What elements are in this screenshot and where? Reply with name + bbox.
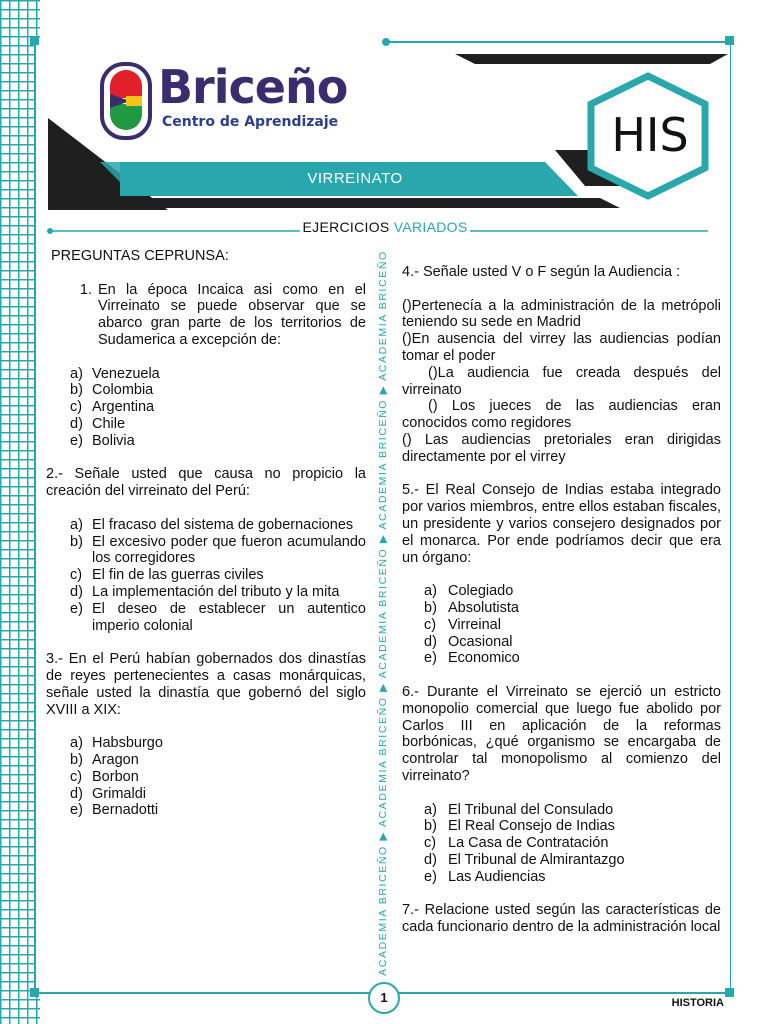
option-text: Habsburgo <box>92 735 163 752</box>
brand-logo-icon <box>100 62 152 140</box>
option-text: Absolutista <box>448 599 519 616</box>
subject-code: HIS <box>611 108 689 162</box>
vertical-banner-text: ACADEMIA BRICEÑO ▶ ACADEMIA BRICEÑO ▶ ACADEMIA BRICEÑO ▶ ACADEMIA BRICEÑO ▶ ACADEMIA BRICEÑO <box>377 249 389 976</box>
option-letter: b) <box>70 751 83 768</box>
option-text: Colombia <box>92 382 154 399</box>
option-letter: a) <box>424 801 437 818</box>
option-text: Aragon <box>92 751 139 768</box>
option-row <box>46 786 366 803</box>
option-row <box>46 382 366 399</box>
option-text: Las Audiencias <box>448 868 546 885</box>
option-text: Virreinal <box>448 616 501 633</box>
section-title-part2: VARIADOS <box>393 219 468 235</box>
top-black-band <box>455 54 728 64</box>
option-text: El Tribunal de Almirantazgo <box>448 851 625 868</box>
footer-subject: HISTORIA <box>671 997 724 1009</box>
option-row <box>46 433 366 450</box>
option-letter: d) <box>70 785 83 802</box>
option-text: El fin de las guerras civiles <box>92 567 264 584</box>
option-row <box>46 366 366 383</box>
option-row <box>402 802 721 819</box>
option-text: Chile <box>92 415 126 432</box>
questions-heading: PREGUNTAS CEPRUNSA: <box>51 248 229 264</box>
option-row <box>402 650 721 667</box>
option-text: Bolivia <box>92 432 135 449</box>
right-column <box>402 264 721 936</box>
question-4-text: 4.- Señale usted V o F según la Audiencia : <box>402 264 681 280</box>
option-text: El Real Consejo de Indias <box>448 818 615 835</box>
brand-logo <box>100 58 350 142</box>
option-letter: d) <box>70 583 83 600</box>
option-letter: e) <box>424 868 437 885</box>
true-false-item: ()La audiencia fue creada después del virreinato <box>402 364 721 398</box>
page-number: 1 <box>368 982 400 1014</box>
option-text: El deseo de establecer un autentico imperio colonial <box>92 600 366 634</box>
corner-marker-bottom-right <box>725 988 734 997</box>
option-row <box>46 567 366 584</box>
section-title <box>250 219 520 235</box>
brand-tagline: Centro de Aprendizaje <box>162 114 339 130</box>
option-letter: b) <box>70 382 83 399</box>
vertical-academy-banner <box>370 249 396 976</box>
option-row <box>46 534 366 568</box>
option-text: Argentina <box>92 399 155 416</box>
true-false-item: () Los jueces de las audiencias eran conocidos como regidores <box>402 398 721 432</box>
option-letter: e) <box>70 432 83 449</box>
option-letter: c) <box>70 399 83 416</box>
option-letter: c) <box>424 616 437 633</box>
option-row <box>46 769 366 786</box>
section-line-dot <box>47 228 53 234</box>
option-row <box>402 617 721 634</box>
option-row <box>402 583 721 600</box>
option-row <box>402 869 721 886</box>
option-letter: d) <box>424 633 437 650</box>
option-row <box>402 852 721 869</box>
lower-dark-bar <box>150 198 620 208</box>
option-row <box>46 416 366 433</box>
option-text: Colegiado <box>448 583 514 600</box>
question-6-text: 6.- Durante el Virreinato se ejerció un estricto monopolio comercial que luego fue abolido por Carlos III en aplicación de la reformas borbónicas, ¿qué organismo se encargaba de controlar tal monopolismo al comienzo del virreinato? <box>402 683 721 784</box>
option-row <box>46 735 366 752</box>
question-2-text: 2.- Señale usted que causa no propicio la creación del virreinato del Perú: <box>46 466 366 500</box>
option-letter: c) <box>70 567 83 584</box>
true-false-item: ()Pertenecía a la administración de la metrópoli teniendo su sede en Madrid <box>402 297 721 331</box>
section-title-part1: EJERCICIOS <box>302 219 390 235</box>
option-letter: c) <box>424 835 437 852</box>
option-letter: e) <box>70 600 83 617</box>
option-letter: d) <box>424 851 437 868</box>
option-letter: c) <box>70 768 83 785</box>
option-row <box>402 835 721 852</box>
option-letter: a) <box>70 735 83 752</box>
option-row <box>46 517 366 534</box>
option-letter: b) <box>424 818 437 835</box>
option-row <box>46 601 366 635</box>
option-row <box>402 818 721 835</box>
option-text: El Tribunal del Consulado <box>448 801 614 818</box>
option-text: Bernadotti <box>92 802 159 819</box>
option-text: Venezuela <box>92 365 160 382</box>
option-text: Ocasional <box>448 633 513 650</box>
true-false-item: () Las audiencias pretoriales eran dirigidas directamente por el virrey <box>402 431 721 465</box>
question-3-text: 3.- En el Perú habían gobernados dos dinastías de reyes pertenecientes a casas monárquicas, señale usted la dinastía que gobernó del siglo XVIII a XIX: <box>46 651 366 718</box>
option-letter: b) <box>70 533 83 550</box>
option-row <box>46 584 366 601</box>
option-letter: b) <box>424 599 437 616</box>
option-letter: e) <box>424 650 437 667</box>
option-text: Borbon <box>92 768 139 785</box>
option-row <box>402 634 721 651</box>
brand-name: Briceño <box>158 60 348 114</box>
option-row <box>46 752 366 769</box>
option-letter: a) <box>70 365 83 382</box>
option-text: La implementación del tributo y la mita <box>92 583 340 600</box>
true-false-item: ()En ausencia del virrey las audiencias podían tomar el poder <box>402 331 721 364</box>
option-row <box>46 399 366 416</box>
option-row <box>402 600 721 617</box>
option-text: El excesivo poder que fueron acumulando los corregidores <box>92 533 366 567</box>
question-number: 1. <box>79 281 92 298</box>
option-text: Economico <box>448 650 520 667</box>
corner-marker-bottom-left <box>30 988 39 997</box>
option-text: Grimaldi <box>92 785 146 802</box>
question-5-text: 5.- El Real Consejo de Indias estaba integrado por varios miembros, entre ellos estaban fiscales, un presidente y varios consejero designados por el monarca. Por ende podríamos decir que era un órgano: <box>402 482 721 566</box>
option-letter: d) <box>70 415 83 432</box>
question-1 <box>46 282 366 349</box>
topic-title: VIRREINATO <box>307 170 403 187</box>
option-letter: e) <box>70 802 83 819</box>
top-line-dot <box>382 38 390 46</box>
question-7-text: 7.- Relacione usted según las características de cada funcionario dentro de la administración local <box>402 902 721 936</box>
question-text: En la época Incaica asi como en el Virreinato se puede observar que se abarco gran parte de los territorios de Sudamerica a excepción de: <box>98 281 366 348</box>
option-row <box>46 802 366 819</box>
option-letter: a) <box>70 516 83 533</box>
left-column <box>46 248 366 819</box>
option-text: El fracaso del sistema de gobernaciones <box>92 516 354 533</box>
option-letter: a) <box>424 583 437 600</box>
option-text: La Casa de Contratación <box>448 835 609 852</box>
